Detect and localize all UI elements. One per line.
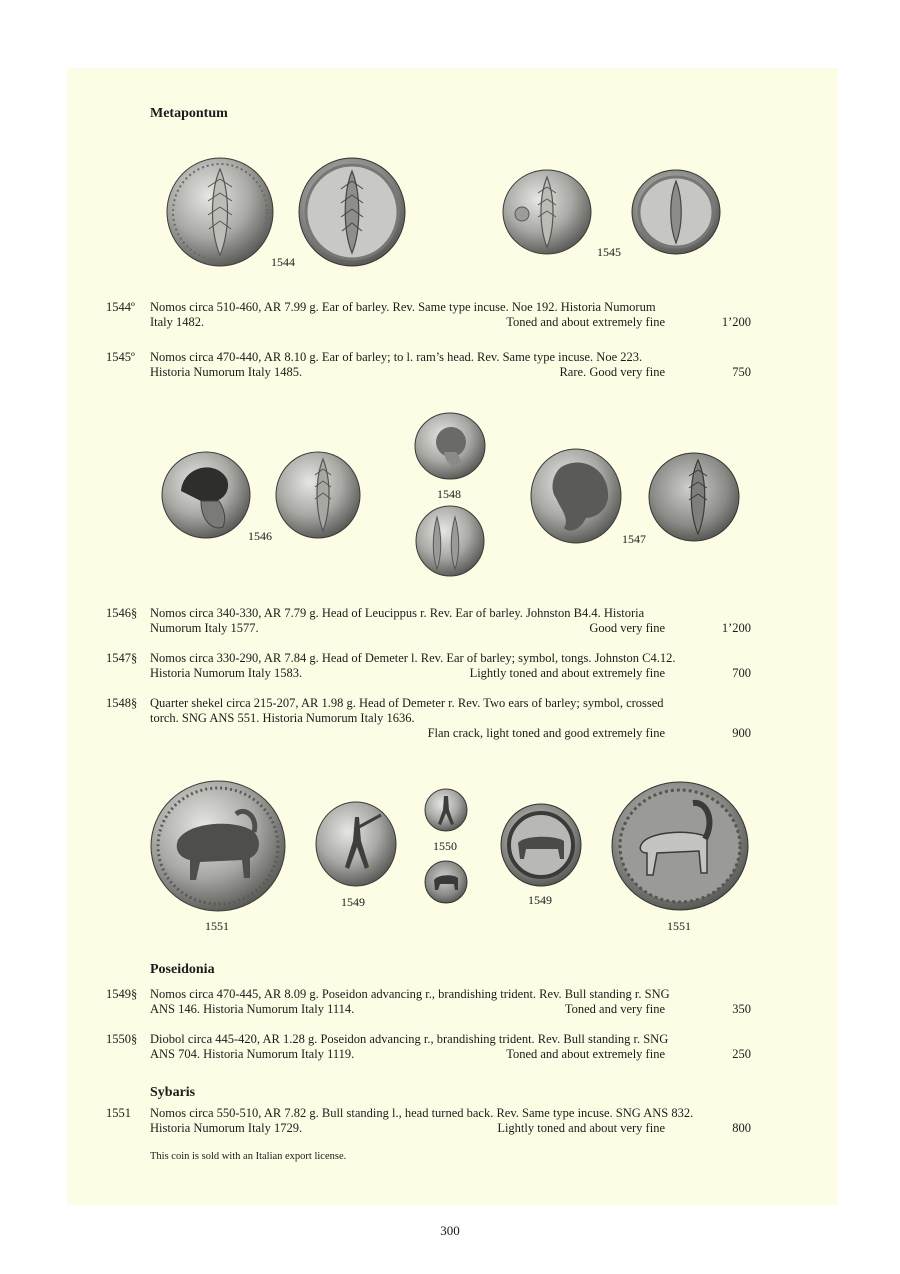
lot-description-end: Italy 1482.	[150, 315, 205, 329]
lot-estimate: 350	[732, 1002, 751, 1016]
coin-1550-obverse-image	[424, 788, 468, 832]
caption-1548: 1548	[437, 487, 461, 501]
coin-1545-reverse-image	[631, 169, 721, 255]
coin-1544-obverse-image	[166, 157, 274, 267]
section-heading-poseidonia: Poseidonia	[150, 962, 215, 977]
caption-1549-left: 1549	[341, 895, 365, 909]
lot-number: 1544º	[106, 300, 135, 314]
lot-estimate: 900	[732, 726, 751, 740]
lot-condition: Rare. Good very fine	[559, 365, 665, 379]
lot-number: 1550§	[106, 1032, 138, 1046]
lot-number: 1551	[106, 1106, 131, 1120]
lot-condition: Lightly toned and about very fine	[497, 1121, 665, 1135]
lot-description-end: ANS 146. Historia Numorum Italy 1114.	[150, 1002, 355, 1016]
lot-condition: Lightly toned and about extremely fine	[469, 666, 665, 680]
section-heading-sybaris: Sybaris	[150, 1085, 196, 1100]
lot-description: Nomos circa 470-445, AR 8.09 g. Poseidon advancing r., brandishing trident. Rev. Bull standing r. SNG	[150, 987, 670, 1001]
lot-description-end: Numorum Italy 1577.	[150, 621, 259, 635]
lot-number: 1549§	[106, 987, 138, 1001]
section-heading-metapontum: Metapontum	[150, 106, 228, 121]
caption-1551-left: 1551	[205, 919, 229, 933]
caption-1547: 1547	[622, 532, 646, 546]
lot-description-end: Historia Numorum Italy 1583.	[150, 666, 303, 680]
coin-1550-reverse-image	[424, 860, 468, 904]
lot-estimate: 700	[732, 666, 751, 680]
lot-description-end: Historia Numorum Italy 1485.	[150, 365, 303, 379]
lot-condition: Toned and about extremely fine	[506, 1047, 665, 1061]
lot-number: 1547§	[106, 651, 138, 665]
coin-1548-reverse-image	[415, 505, 485, 577]
lot-description: Nomos circa 340-330, AR 7.79 g. Head of Leucippus r. Rev. Ear of barley. Johnston B4.4. Historia	[150, 606, 645, 620]
lot-number: 1546§	[106, 606, 138, 620]
lot-description: Diobol circa 445-420, AR 1.28 g. Poseidon advancing r., brandishing trident. Rev. Bull standing r. SNG	[150, 1032, 669, 1046]
caption-1546: 1546	[248, 529, 272, 543]
coin-1551-obverse-image	[150, 780, 286, 912]
lot-description: Nomos circa 330-290, AR 7.84 g. Head of Demeter l. Rev. Ear of barley; symbol, tongs. Johnston C4.12.	[150, 651, 676, 665]
coin-1549-obverse-image	[315, 801, 397, 887]
coin-1549-reverse-image	[500, 803, 582, 887]
lot-condition: Flan crack, light toned and good extremely fine	[427, 726, 665, 740]
lot-estimate: 1’200	[721, 315, 751, 329]
coin-1546-obverse-image	[161, 451, 251, 539]
lot-description: Quarter shekel circa 215-207, AR 1.98 g. Head of Demeter r. Rev. Two ears of barley; symbol, crossed	[150, 696, 664, 710]
lot-description-end: Historia Numorum Italy 1729.	[150, 1121, 303, 1135]
caption-1551-right: 1551	[667, 919, 691, 933]
caption-1550: 1550	[433, 839, 457, 853]
coin-1547-reverse-image	[648, 452, 740, 542]
lot-number: 1545º	[106, 350, 135, 364]
caption-1544: 1544	[271, 255, 295, 269]
lot-estimate: 800	[732, 1121, 751, 1135]
coin-1546-reverse-image	[275, 451, 361, 539]
lot-condition: Good very fine	[589, 621, 665, 635]
coin-1548-obverse-image	[414, 412, 486, 480]
coin-1544-reverse-image	[298, 157, 406, 267]
lot-estimate: 1’200	[721, 621, 751, 635]
export-license-note: This coin is sold with an Italian export license.	[150, 1151, 347, 1162]
caption-1549-right: 1549	[528, 893, 552, 907]
lot-description: Nomos circa 510-460, AR 7.99 g. Ear of barley. Rev. Same type incuse. Noe 192. Historia Numorum	[150, 300, 656, 314]
lot-condition: Toned and very fine	[564, 1002, 665, 1016]
lot-description-end: ANS 704. Historia Numorum Italy 1119.	[150, 1047, 355, 1061]
coin-1547-obverse-image	[530, 448, 622, 544]
lot-condition: Toned and about extremely fine	[506, 315, 665, 329]
lot-estimate: 750	[732, 365, 751, 379]
lot-number: 1548§	[106, 696, 138, 710]
coin-1551-reverse-image	[611, 781, 749, 911]
lot-description: Nomos circa 470-440, AR 8.10 g. Ear of barley; to l. ram’s head. Rev. Same type incuse. Noe 223.	[150, 350, 643, 364]
lot-estimate: 250	[732, 1047, 751, 1061]
caption-1545: 1545	[597, 245, 621, 259]
lot-description: Nomos circa 550-510, AR 7.82 g. Bull standing l., head turned back. Rev. Same type incuse. SNG ANS 832.	[150, 1106, 694, 1120]
lot-description-cont: torch. SNG ANS 551. Historia Numorum Italy 1636.	[150, 711, 415, 725]
coin-1545-obverse-image	[502, 169, 592, 255]
page-number: 300	[440, 1223, 460, 1238]
